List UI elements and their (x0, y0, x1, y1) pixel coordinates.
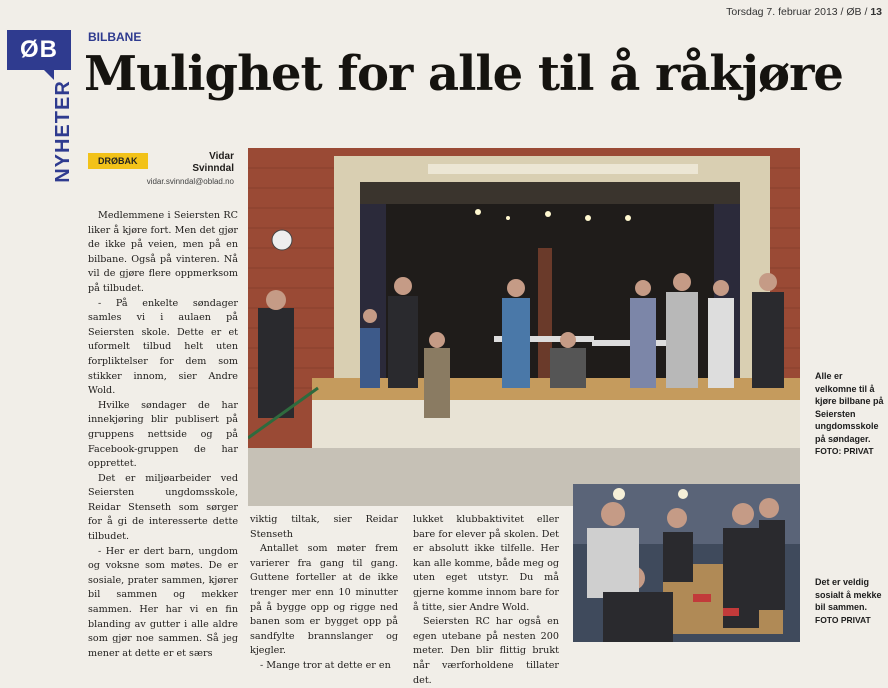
section-label (46, 80, 74, 186)
place-tag: DRØBAK (88, 153, 148, 169)
main-photo (248, 148, 800, 506)
paragraph: Seiersten RC har også en egen utebane på nesten 200 meter. Den blir flittig brukt når værforholdene tillater det. (413, 616, 559, 686)
byline (150, 151, 234, 175)
author-first-name: Vidar (209, 151, 234, 162)
paragraph: - På enkelte søndager samles vi i aulaen på Seiersten skole. Dette er et uformelt tilbud helt uten forpliktelser for dem som stikker innom, sier Andre Wold. (88, 297, 238, 397)
article-column-3 (413, 513, 559, 688)
logo-text: ØB (20, 36, 58, 63)
paragraph: Hvilke søndager de har innekjøring blir publisert på gruppens nettside og på Facebook-gruppen de har opprettet. (88, 399, 238, 470)
caption-text: Alle er velkomne til å kjøre bilbane på Seiersten ungdomsskole på søndager. (815, 371, 884, 444)
author-last-name: Svinndal (192, 163, 234, 174)
paragraph: Medlemmene i Seiersten RC liker å kjøre fort. Men det gjør de ikke på veien, men på en bilbane. Også på vinteren. Nå vil de gjøre flere oppmerksom på tilbudet. (88, 210, 238, 294)
photo-credit: FOTO PRIVAT (815, 614, 871, 625)
article-column-2 (250, 513, 398, 674)
page-number: 13 (870, 6, 882, 18)
second-photo-caption (815, 576, 885, 626)
second-photo (573, 484, 800, 642)
paragraph: - Her er dert barn, ungdom og voksne som møtes. De er sosiale, prater sammen, kjører bil sammen og mekker sammen. Her har vi en fin blanding av gutter i alle aldre som gjør noe sammen. Så jeg mener at dette er et særs (88, 545, 238, 659)
author-email: vidar.svinndal@oblad.no (146, 177, 234, 186)
article-kicker: BILBANE (88, 30, 142, 44)
paragraph: Det er miljøarbeider ved Seiersten ungdomsskole, Reidar Stenseth som sørger for å gi de interesserte dette tilbudet. (88, 472, 238, 543)
logo-speech-tail (44, 70, 54, 80)
article-headline: Mulighet for alle til å råkjøre (84, 46, 843, 102)
issue-date-line (700, 6, 882, 18)
article-column-1 (88, 209, 238, 661)
main-photo-image (248, 148, 800, 506)
section-label-text: NYHETER (51, 80, 74, 183)
paragraph: Antallet som møter frem varierer fra gang til gang. Guttene forteller at de ikke trenger mer enn 10 minutter på å bygge opp og rigge ned banen som er bygget opp på sandfylte brannslanger og kjegler. (250, 543, 398, 657)
paragraph: - Mange tror at dette er en (260, 659, 391, 671)
second-photo-image (573, 484, 800, 642)
caption-text: Det er veldig sosialt å mekke bil sammen. (815, 577, 882, 612)
main-photo-caption (815, 370, 885, 458)
date-line: Torsdag 7. februar 2013 / ØB / (726, 6, 868, 18)
newspaper-logo (7, 30, 71, 70)
paragraph: lukket klubbaktivitet eller bare for elever på skolen. Det er absolutt ikke tilfelle. Her kan alle komme, både meg og uten eget utstyr. Du må gjerne komme innom bare for å titte, sier Andre Wold. (413, 514, 559, 613)
photo-credit: FOTO: PRIVAT (815, 446, 874, 456)
paragraph: viktig tiltak, sier Reidar Stenseth (250, 514, 398, 540)
